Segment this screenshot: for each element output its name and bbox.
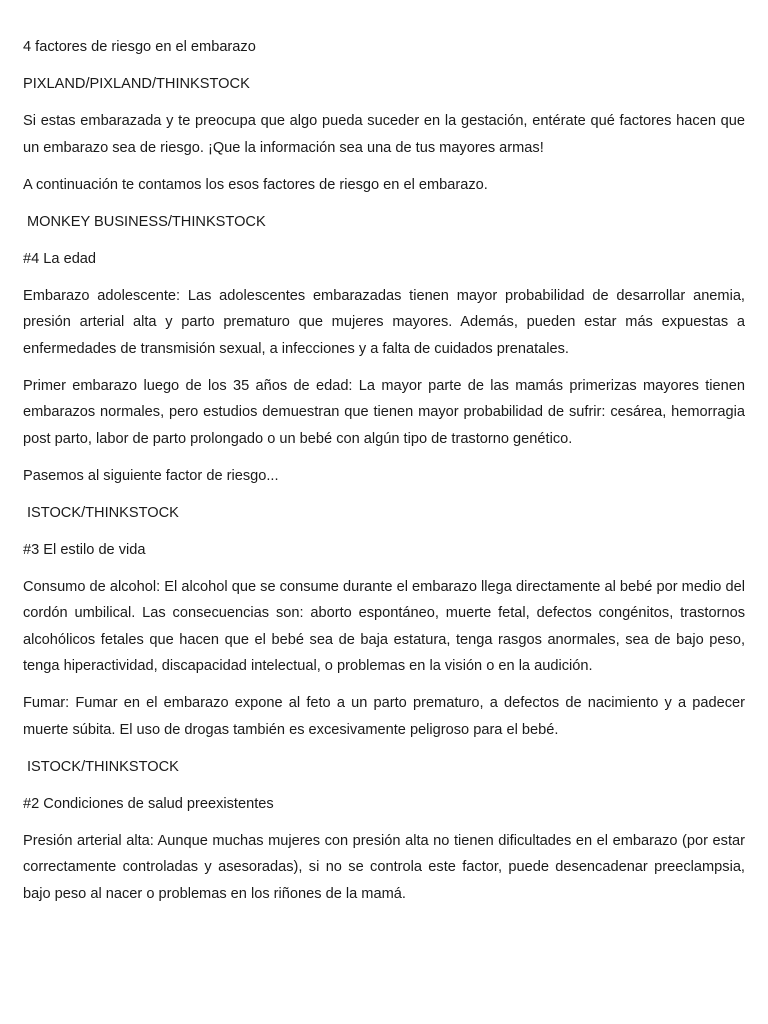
image-credit: PIXLAND/PIXLAND/THINKSTOCK [23,76,250,92]
paragraph-pregnancy-after-35: Primer embarazo luego de los 35 años de edad: La mayor parte de las mamás primerizas mayores tienen embarazos normales, pero estudios demuestran que tienen mayor probabilidad de sufrir: cesárea, hemorragia post parto, labor de parto prolongado o un bebé con algún tipo de trastorno genético. [23,377,745,447]
paragraph-teen-pregnancy: Embarazo adolescente: Las adolescentes embarazadas tienen mayor probabilidad de desarrollar anemia, presión arterial alta y parto prematuro que mujeres mayores. Además, pueden estar más expuestas a enfermedades de transmisión sexual, a infecciones y a falta de cuidados prenatales. [23,287,745,357]
paragraph-next-factor: Pasemos al siguiente factor de riesgo... [23,467,279,484]
section-heading-lifestyle: #3 El estilo de vida [23,541,146,558]
section-heading-age: #4 La edad [23,250,97,267]
image-credit: MONKEY BUSINESS/THINKSTOCK [27,213,266,230]
paragraph-alcohol: Consumo de alcohol: El alcohol que se consume durante el embarazo llega directamente al bebé por medio del cordón umbilical. Las consecuencias son: aborto espontáneo, muerte fetal, defectos congénitos, trastornos alcohólicos fetales que hacen que el bebé sea de baja estatura, tenga rasgos anormales, sea de bajo peso, tenga hiperactividad, discapacidad intelectual, o problemas en la visión o en la audición. [23,578,745,674]
paragraph-high-blood-pressure: Presión arterial alta: Aunque muchas mujeres con presión alta no tienen dificultades en el embarazo (por estar correctamente controladas y asesoradas), si no se controla este factor, puede desencadenar preeclampsia, bajo peso al nacer o problemas en los riñones de la mamá. [23,832,745,902]
document-title: 4 factores de riesgo en el embarazo [23,39,256,55]
image-credit: ISTOCK/THINKSTOCK [27,504,179,521]
image-credit: ISTOCK/THINKSTOCK [27,758,179,775]
paragraph-smoking: Fumar: Fumar en el embarazo expone al feto a un parto prematuro, a defectos de nacimiento y a padecer muerte súbita. El uso de drogas también es excesivamente peligroso para el bebé. [23,695,745,738]
intro-paragraph: Si estas embarazada y te preocupa que algo pueda suceder en la gestación, entérate qué factores hacen que un embarazo sea de riesgo. ¡Que la información sea una de tus mayores armas! [23,113,745,156]
intro-paragraph-2: A continuación te contamos los esos factores de riesgo en el embarazo. [23,176,488,193]
section-heading-health-conditions: #2 Condiciones de salud preexistentes [23,795,274,812]
